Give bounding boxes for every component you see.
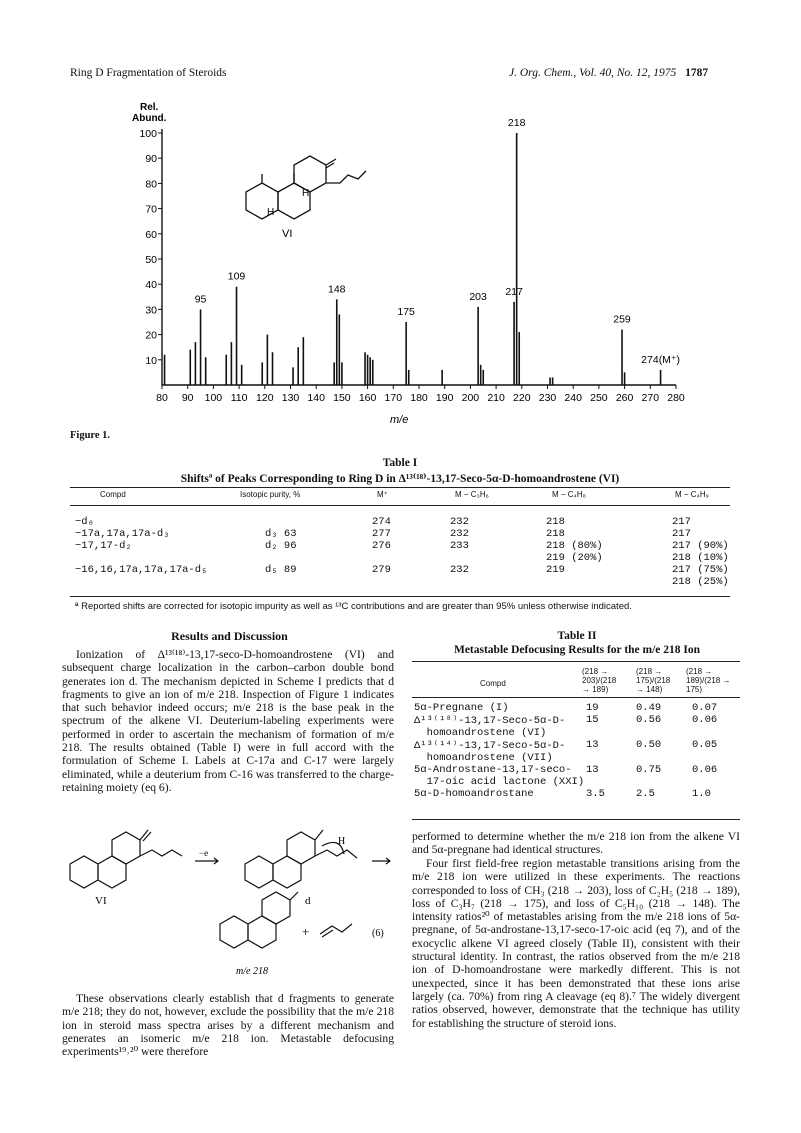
table-cell: Δ¹³⁽¹⁸⁾-13,17-Seco-5α-D- xyxy=(414,715,566,727)
x-tick-label: 150 xyxy=(333,392,351,404)
table-row xyxy=(414,727,742,739)
table-cell: 0.56 xyxy=(636,714,662,726)
table-cell: d₃ 63 xyxy=(265,528,297,540)
x-tick-label: 90 xyxy=(181,392,194,404)
x-tick-label: 160 xyxy=(358,392,377,404)
table-cell: 19 xyxy=(586,702,599,714)
table-row xyxy=(75,528,742,540)
y-tick-label: 20 xyxy=(145,329,157,342)
x-tick-label: 260 xyxy=(615,392,634,404)
table2-bottom-rule xyxy=(412,819,740,820)
x-tick-label: 120 xyxy=(256,392,274,404)
t1-col-mc4h8: M − C₄H₈ xyxy=(552,490,586,499)
table-cell: 0.07 xyxy=(692,702,718,714)
structure-h-label-1: H xyxy=(302,188,310,199)
t2-col-compd: Compd xyxy=(480,679,506,688)
x-tick-label: 210 xyxy=(487,392,505,404)
peak-label: 109 xyxy=(227,270,246,283)
y-tick-label: 50 xyxy=(145,254,157,266)
table-cell: 219 xyxy=(546,564,565,576)
table-cell: 15 xyxy=(586,714,599,726)
table-cell: 276 xyxy=(372,540,391,552)
results-paragraph-2: These observations clearly establish that d fragments to generate m/e 218; they do not, however, exclude the possibility that the m/e 218 ion in steroid mass spectra arises by a different mechanism and generates an isomeric m/e 218 ion. Metastable defocusing experiments¹⁹˒²⁰ were therefore xyxy=(62,992,394,1059)
table-row xyxy=(414,764,742,776)
table2-mid-rule xyxy=(412,697,740,698)
table-cell xyxy=(265,552,372,564)
scheme-eq6 xyxy=(60,826,400,986)
table-row xyxy=(414,776,742,788)
table-cell: 277 xyxy=(372,528,391,540)
y-axis-label-line1: Rel. xyxy=(140,102,159,113)
table-cell xyxy=(372,552,450,564)
table-cell: 1.0 xyxy=(692,788,711,800)
table-row xyxy=(75,540,742,552)
table1-label: Table I xyxy=(382,457,418,469)
peak-label: 95 xyxy=(194,293,207,306)
table-cell: 0.75 xyxy=(636,764,662,776)
section-heading: Results and Discussion xyxy=(171,629,288,643)
table-cell: 218 (10%) xyxy=(672,552,729,564)
table-cell xyxy=(372,576,450,588)
peak-label: 203 xyxy=(469,290,487,303)
table-cell: 0.06 xyxy=(692,714,718,726)
t2-col-ratio1: (218 → 203)/(218 → 189) xyxy=(582,667,617,694)
table-cell: 232 xyxy=(450,564,469,576)
figure-caption: Figure 1. xyxy=(70,430,111,441)
y-tick-label: 90 xyxy=(145,153,157,166)
table-row xyxy=(414,788,742,800)
table2-body xyxy=(414,702,742,800)
table-row xyxy=(414,752,742,764)
x-tick-label: 240 xyxy=(564,392,582,404)
x-tick-label: 110 xyxy=(230,392,248,404)
table1-body xyxy=(75,516,742,588)
t2-col-ratio3: (218 → 189)/(218 → 175) xyxy=(686,667,731,694)
table-cell: −17a,17a,17a-d₃ xyxy=(75,528,170,540)
running-header-left: Ring D Fragmentation of Steroids xyxy=(70,67,227,79)
table-cell xyxy=(586,776,636,788)
table1-top-rule xyxy=(70,487,730,488)
right-paragraph-2: Four first field-free region metastable transitions arising from the m/e 218 ion were utilized in these experiments. The reactions corresponded to loss of CH₃ (218 → 203), loss of C₂H₅ (218 → 189), loss of C₃H₇ (218 → 175), and loss of C₅H₁₀ (218 → 148). The intensity ratios²⁰ of metastables arising from the m/e 218 ions of 5α-pregnane, of 5α-androstane-13,17-seco-17-oic acid (eq 7), and of the exocyclic alkene VI agreed closely (Table II), consistent with their structural identity. In contrast, the ratios observed from the m/e 218 ion of D-homoandrostane were markedly different. This is not unexpected, since it has been demonstrated that these ions arise largely (ca. 70%) from ring A cleavage (eq 8).⁷ The widely divergent ratios observed, however, demonstrate that the technique has utility for establishing the structure of steroid ions. xyxy=(412,857,740,1030)
x-tick-label: 190 xyxy=(435,392,454,404)
table-cell: d₂ 96 xyxy=(265,540,297,552)
table-cell: Δ¹³⁽¹⁴⁾-13,17-Seco-5α-D- xyxy=(414,740,566,752)
t2-col-ratio2: (218 → 175)/(218 → 148) xyxy=(636,667,671,694)
table-cell: 217 xyxy=(672,528,691,540)
table-cell: 17-oic acid lactone (XXI) xyxy=(414,776,585,788)
table-cell: 0.49 xyxy=(636,702,662,714)
running-header-right xyxy=(509,67,708,79)
table-cell: 217 (90%) xyxy=(672,540,729,552)
x-tick-label: 170 xyxy=(384,392,403,404)
x-tick-label: 280 xyxy=(667,392,685,404)
table-cell xyxy=(692,776,742,788)
table-cell: −16,16,17a,17a,17a-d₅ xyxy=(75,564,208,576)
table-cell xyxy=(636,752,692,764)
table-cell xyxy=(265,516,372,528)
t1-col-mc4h9: M − C₄H₉ xyxy=(675,490,709,499)
table-cell: 218 (80%) xyxy=(546,540,603,552)
chart-bars xyxy=(165,133,661,385)
x-tick-label: 270 xyxy=(641,392,660,404)
results-paragraph-1: Ionization of Δ¹³⁽¹⁸⁾-13,17-seco-D-homoandrostene (VI) and subsequent charge localization in the carbon–carbon double bond generates ion d. The mechanism depicted in Scheme I predicts that d fragments to give an ion of m/e 218. Inspection of Figure 1 indicates that such behavior indeed occurs; m/e 218 is the base peak in the spectrum of the alkene VI. Deuterium-labeling experiments were performed in order to ascertain the mechanism of formation of m/e 218. The results obtained (Table I) were in full accord with the formulation of Scheme I. Labels at C-17a and C-17 were largely eliminated, while a deuterium from C-16 was transferred to the charge-retaining moiety (eq 6). xyxy=(62,648,394,794)
peak-label: 217 xyxy=(505,285,523,298)
table-cell: 233 xyxy=(450,540,469,552)
table-cell xyxy=(265,576,372,588)
y-tick-label: 60 xyxy=(145,228,157,241)
table-cell xyxy=(692,752,742,764)
x-tick-label: 200 xyxy=(461,392,480,404)
structure-label-vi: VI xyxy=(282,228,293,240)
table-cell: homoandrostene (VII) xyxy=(414,752,553,764)
table-cell xyxy=(450,576,546,588)
table1-mid-rule xyxy=(70,505,730,506)
y-tick-label: 80 xyxy=(145,178,157,191)
chart-axes xyxy=(162,129,676,385)
table-cell: 218 xyxy=(546,528,565,540)
scheme-eq-number: (6) xyxy=(372,928,384,939)
scheme-label-product: m/e 218 xyxy=(236,966,268,977)
table-cell: 217 xyxy=(672,516,691,528)
table2-title: Metastable Defocusing Results for the m/e 218 Ion xyxy=(453,644,701,656)
table-cell: homoandrostene (VI) xyxy=(414,727,547,739)
x-tick-label: 130 xyxy=(281,392,300,404)
t1-col-compd: Compd xyxy=(100,490,126,499)
table-row xyxy=(75,564,742,576)
t1-col-purity: Isotopic purity, % xyxy=(240,490,301,499)
table2-top-rule xyxy=(412,661,740,662)
x-tick-label: 220 xyxy=(513,392,531,404)
x-tick-label: 250 xyxy=(590,392,608,404)
x-tick-label: 140 xyxy=(307,392,325,404)
table-cell: 0.06 xyxy=(692,764,718,776)
table-cell xyxy=(586,752,636,764)
table-cell: −17,17-d₂ xyxy=(75,540,132,552)
table-row xyxy=(75,576,742,588)
table2-label: Table II xyxy=(557,630,597,642)
table-cell xyxy=(586,727,636,739)
y-tick-label: 40 xyxy=(145,279,157,292)
y-tick-label: 100 xyxy=(139,128,157,140)
page-number: 1787 xyxy=(685,67,709,79)
journal-citation: J. Org. Chem., Vol. 40, No. 12, 1975 xyxy=(509,67,677,79)
chart-ticks xyxy=(139,128,684,404)
table-cell: 218 (25%) xyxy=(672,576,729,588)
x-tick-label: 80 xyxy=(156,392,168,404)
table-cell xyxy=(75,576,265,588)
x-tick-label: 180 xyxy=(410,392,428,404)
table-cell: 2.5 xyxy=(636,788,655,800)
table-cell: 0.05 xyxy=(692,739,718,751)
peak-label: 148 xyxy=(327,283,346,296)
scheme-h-label: H xyxy=(338,836,346,847)
table-cell: 0.50 xyxy=(636,739,662,751)
scheme-arrow-label: −e xyxy=(199,848,209,858)
mass-spectrum-chart xyxy=(120,95,690,440)
table-row xyxy=(75,552,742,564)
table1-title: Shiftsª of Peaks Corresponding to Ring D in Δ¹³⁽¹⁸⁾-13,17-Seco-5α-D-homoandrostene (VI) xyxy=(180,473,620,485)
x-axis-label: m/e xyxy=(390,414,409,426)
table-cell: 3.5 xyxy=(586,788,605,800)
table-row xyxy=(414,739,742,752)
table-cell: 232 xyxy=(450,528,469,540)
scheme-plus: + xyxy=(302,924,310,939)
y-tick-label: 30 xyxy=(145,304,157,317)
table-cell: 13 xyxy=(586,764,599,776)
table1-bottom-rule xyxy=(70,596,730,597)
y-axis-label-line2: Abund. xyxy=(132,113,167,124)
table-cell: d₅ 89 xyxy=(265,564,297,576)
peak-label: 218 xyxy=(507,117,526,129)
table-cell: 232 xyxy=(450,516,469,528)
table-cell xyxy=(636,727,692,739)
structure-h-label-2: H xyxy=(267,207,275,218)
table-cell: 279 xyxy=(372,564,391,576)
peak-label: 274(M⁺) xyxy=(641,353,680,366)
table-cell xyxy=(75,552,265,564)
peak-label: 259 xyxy=(613,313,631,326)
peak-label: 175 xyxy=(397,306,415,318)
table1-footnote: ª Reported shifts are corrected for isotopic impurity as well as ¹³C contributions and are greater than 95% unless otherwise indicated. xyxy=(75,601,632,612)
table-cell: 5α-Pregnane (I) xyxy=(414,702,509,714)
chart-annotations xyxy=(195,117,680,366)
x-tick-label: 100 xyxy=(204,392,223,404)
table-cell: 218 xyxy=(546,516,565,528)
table-cell: 219 (20%) xyxy=(546,552,603,564)
table-row xyxy=(414,702,742,714)
table-cell xyxy=(636,776,692,788)
table-cell xyxy=(450,552,546,564)
t1-col-m: M⁺ xyxy=(377,490,388,499)
table-row xyxy=(75,516,742,528)
table-cell: 5α-Androstane-13,17-seco- xyxy=(414,764,572,776)
x-tick-label: 230 xyxy=(538,392,557,404)
right-paragraph-1: performed to determine whether the m/e 218 ion from the alkene VI and 5α-pregnane had identical structures. xyxy=(412,830,740,857)
y-tick-label: 10 xyxy=(145,354,157,367)
t1-col-mc3h6: M − C₃H₆ xyxy=(455,490,489,499)
table-row xyxy=(414,714,742,727)
table-cell: 274 xyxy=(372,516,391,528)
table-cell: 5α-D-homoandrostane xyxy=(414,788,534,800)
table-cell: −d₀ xyxy=(75,516,94,528)
scheme-label-d: d xyxy=(305,895,311,907)
scheme-label-vi: VI xyxy=(95,895,107,907)
table-cell: 217 (75%) xyxy=(672,564,729,576)
table-cell xyxy=(692,727,742,739)
y-tick-label: 70 xyxy=(145,203,157,216)
table-cell: 13 xyxy=(586,739,599,751)
table-cell xyxy=(546,576,672,588)
